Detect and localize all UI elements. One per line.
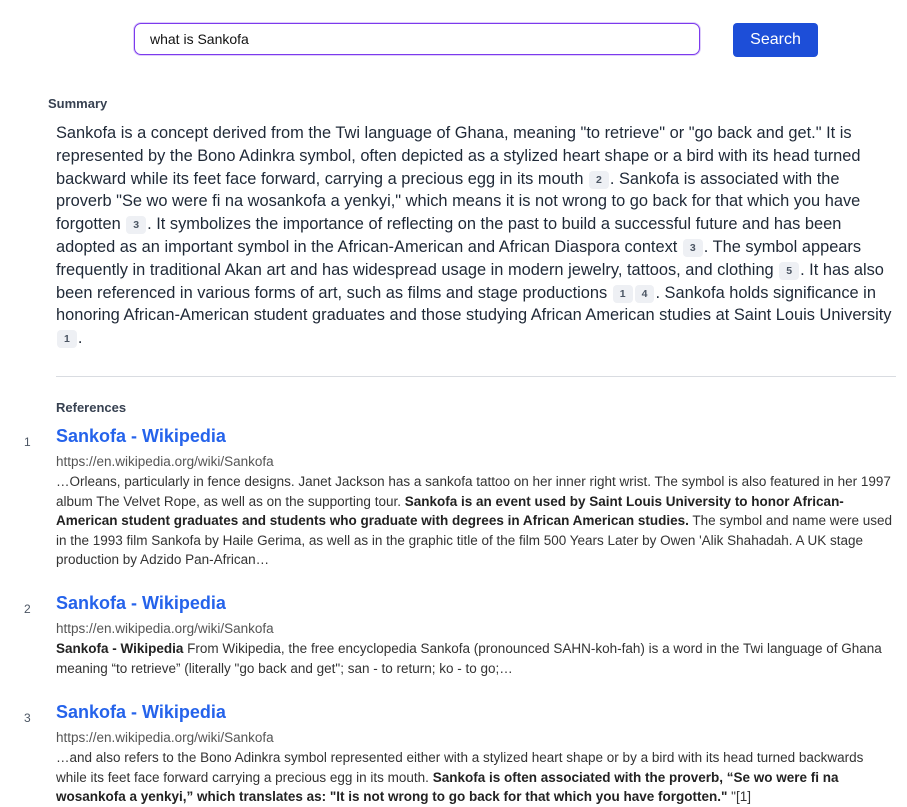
snippet-highlight: Sankofa - Wikipedia bbox=[56, 641, 184, 656]
summary-text-segment: . Sankofa holds significance in honoring African-American student graduates and those studying African American studies at Saint Louis University bbox=[56, 283, 892, 325]
snippet-text: "[1] bbox=[727, 789, 751, 805]
summary-text-segment: . Sankofa is associated with the proverb "Se wo were fi na wosankofa a yenkyi," which means it is not wrong to go back for that which you have forgotten bbox=[56, 169, 861, 234]
citation-badge[interactable]: 1 bbox=[57, 330, 77, 348]
reference-number: 3 bbox=[24, 711, 31, 725]
reference-url: https://en.wikipedia.org/wiki/Sankofa bbox=[56, 621, 274, 636]
reference-snippet bbox=[56, 748, 896, 807]
citation-badge[interactable]: 2 bbox=[589, 171, 609, 189]
summary-text-segment: . It has also been referenced in various forms of art, such as films and stage productions bbox=[56, 260, 884, 302]
citation-badge[interactable]: 4 bbox=[635, 285, 655, 303]
reference-url: https://en.wikipedia.org/wiki/Sankofa bbox=[56, 730, 274, 745]
reference-title-link[interactable]: Sankofa - Wikipedia bbox=[56, 426, 226, 446]
summary-text-segment: Sankofa is a concept derived from the Twi language of Ghana, meaning "to retrieve" or "go back and get." It is represented by the Bono Adinkra symbol, often depicted as a stylized heart shape or a bird with its head turned backward while its feet face forward, carrying a precious egg in its mouth bbox=[56, 124, 861, 188]
snippet-text: …Orleans, particularly in fence designs. Janet Jackson has a sankofa tattoo on her inner right wrist. The symbol is also featured in her 1997 album The Velvet Rope, as well as on the supporting tour. bbox=[56, 474, 891, 509]
snippet-text: The symbol and name were used in the 1993 film Sankofa by Haile Gerima, as well as in the graphic title of the film 500 Years Later by Owen 'Alik Shahadah. A UK stage production by Adzido Pan-African… bbox=[56, 513, 893, 568]
citation-badge[interactable]: 3 bbox=[126, 216, 146, 234]
reference-title-link[interactable]: Sankofa - Wikipedia bbox=[56, 593, 226, 613]
reference-title-link[interactable]: Sankofa - Wikipedia bbox=[56, 702, 226, 722]
search-button[interactable]: Search bbox=[733, 23, 818, 57]
references-heading: References bbox=[56, 400, 127, 415]
snippet-text: From Wikipedia, the free encyclopedia Sankofa (pronounced SAHN-koh-fah) is a word in the Twi language of Ghana meaning “to retrieve” (literally "go back and get"; san - to return; ko - to go;… bbox=[56, 641, 882, 676]
reference-number: 2 bbox=[24, 602, 31, 616]
reference-snippet bbox=[56, 639, 896, 678]
summary-text bbox=[56, 122, 896, 350]
summary-heading: Summary bbox=[48, 96, 108, 111]
summary-text-segment: . The symbol appears frequently in traditional Akan art and has widespread usage in modern jewelry, tattoos, and clothing bbox=[56, 237, 862, 279]
reference-number: 1 bbox=[24, 435, 31, 449]
snippet-highlight: Sankofa is an event used by Saint Louis University to honor African-American student graduates and students who graduate with degrees in African American studies. bbox=[56, 493, 844, 529]
snippet-text: …and also refers to the Bono Adinkra symbol represented either with a stylized heart shape or by a bird with its head turned backwards while its feet face forward carrying a precious egg in its mouth. bbox=[56, 750, 864, 785]
reference-snippet bbox=[56, 472, 896, 570]
snippet-highlight: Sankofa is often associated with the proverb, “Se wo were fi na wosankofa a yenkyi,” which translates as: "It is not wrong to go back for that which you have forgotten." bbox=[56, 769, 839, 805]
summary-text-segment: . It symbolizes the importance of reflecting on the past to build a successful future and has been adopted as an important symbol in the African-American and African Diaspora context bbox=[56, 215, 842, 256]
summary-text-segment: . bbox=[77, 329, 83, 348]
citation-badge[interactable]: 3 bbox=[683, 239, 703, 257]
reference-url: https://en.wikipedia.org/wiki/Sankofa bbox=[56, 454, 274, 469]
divider bbox=[56, 376, 896, 377]
citation-badge[interactable]: 5 bbox=[779, 262, 799, 280]
citation-badge[interactable]: 1 bbox=[613, 285, 633, 303]
search-input[interactable] bbox=[134, 23, 700, 55]
